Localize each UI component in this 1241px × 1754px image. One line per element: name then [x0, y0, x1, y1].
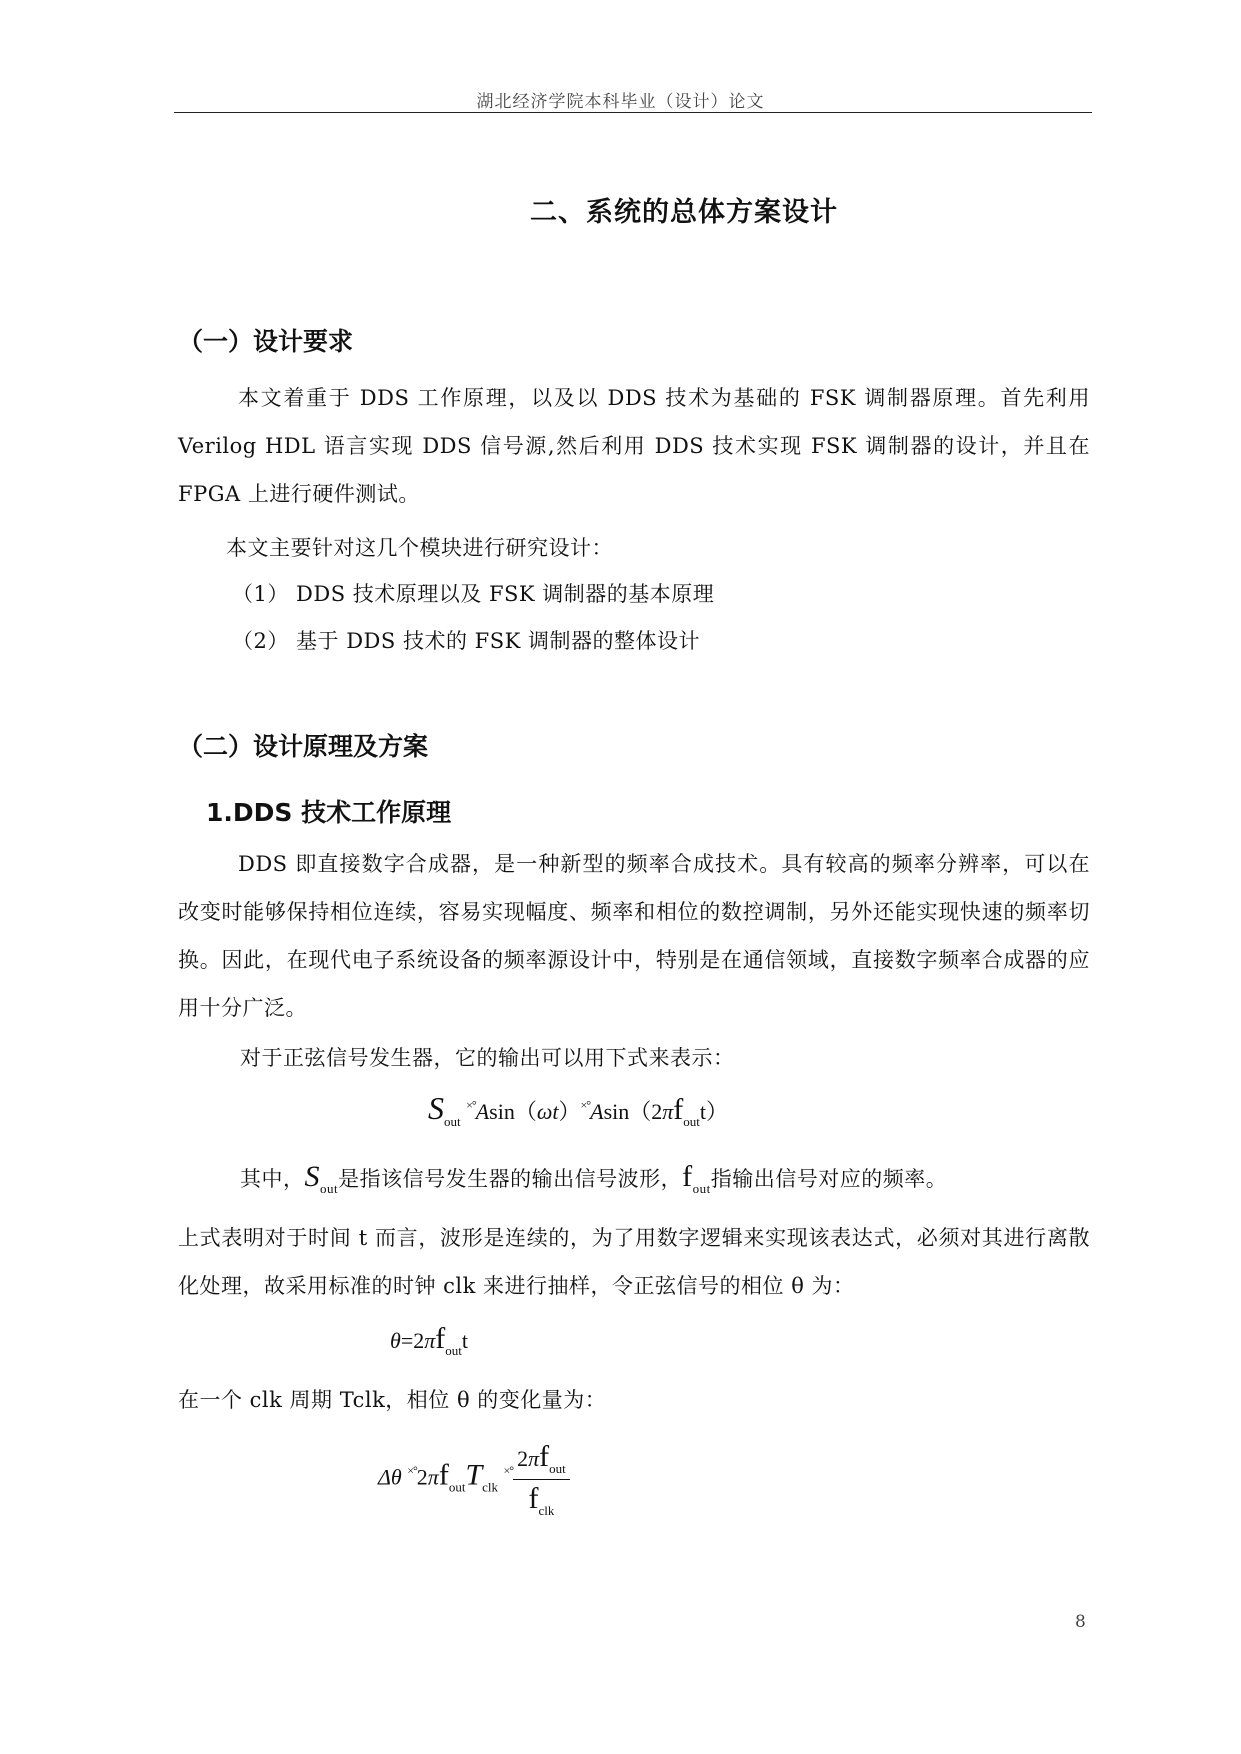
formula-sine-output: $S_{out}$ $^{\times^\circ}Asin(\omega t)^{\times^\circ}Asin(2\pi f_{out}t)$	[428, 1090, 729, 1129]
paragraph-discretization: 上式表明对于时间 t 而言，波形是连续的，为了用数字逻辑来实现该表达式，必须对其进行离散化处理，故采用标准的时钟 clk 来进行抽样，令正弦信号的相位 θ 为：	[178, 1226, 1090, 1298]
formula-phase-increment: Δθ $^{\times^\circ}2\pi f_{out}T_{clk}$ ×° $\frac{2\pi f_{out}}{f_{clk}}$	[378, 1440, 570, 1519]
formula-phase: $\theta=2\pi f_{out}t$	[390, 1322, 469, 1358]
fraction: $\frac{2\pi f_{out}}{f_{clk}}$	[513, 1440, 570, 1519]
section-heading-requirements: （一）设计要求	[178, 327, 354, 356]
paragraph-phase-change: 在一个 clk 周期 Tclk，相位 θ 的变化量为：	[178, 1388, 607, 1412]
list-item-1: （1） DDS 技术原理以及 FSK 调制器的基本原理	[232, 582, 715, 606]
paragraph-dds-description: DDS 即直接数字合成器，是一种新型的频率合成技术。具有较高的频率分辨率，可以在改变时能够保持相位连续，容易实现幅度、频率和相位的数控调制，另外还能实现快速的频率切换。因此，在现代电子系统设备的频率源设计中，特别是在通信领域，直接数字频率合成器的应用十分广泛。	[178, 852, 1090, 1020]
running-header: 湖北经济学院本科毕业（设计）论文	[476, 92, 765, 112]
section-heading-principle: （二）设计原理及方案	[178, 732, 429, 761]
paragraph-sine-intro: 对于正弦信号发生器，它的输出可以用下式来表示：	[240, 1046, 735, 1070]
header-divider	[174, 112, 1092, 113]
paragraph-modules-intro: 本文主要针对这几个模块进行研究设计：	[226, 536, 613, 560]
symbol-s-out: S	[304, 1160, 320, 1193]
chapter-title: 二、系统的总体方案设计	[530, 197, 838, 228]
page-number: 8	[1075, 1612, 1086, 1632]
subsection-heading-dds: 1.DDS 技术工作原理	[206, 798, 452, 827]
list-item-2: （2） 基于 DDS 技术的 FSK 调制器的整体设计	[232, 629, 700, 653]
paragraph-symbol-definitions: 其中，$S_{out}$是指该信号发生器的输出信号波形，$f_{out}$指输出信号对应的频率。	[240, 1160, 948, 1196]
symbol-f-out: f	[682, 1160, 693, 1193]
paragraph-requirements-intro: 本文着重于 DDS 工作原理，以及以 DDS 技术为基础的 FSK 调制器原理。首先利用 Verilog HDL 语言实现 DDS 信号源,然后利用 DDS 技术实现 FSK 调制器的设计，并且在 FPGA 上进行硬件测试。	[178, 386, 1090, 506]
